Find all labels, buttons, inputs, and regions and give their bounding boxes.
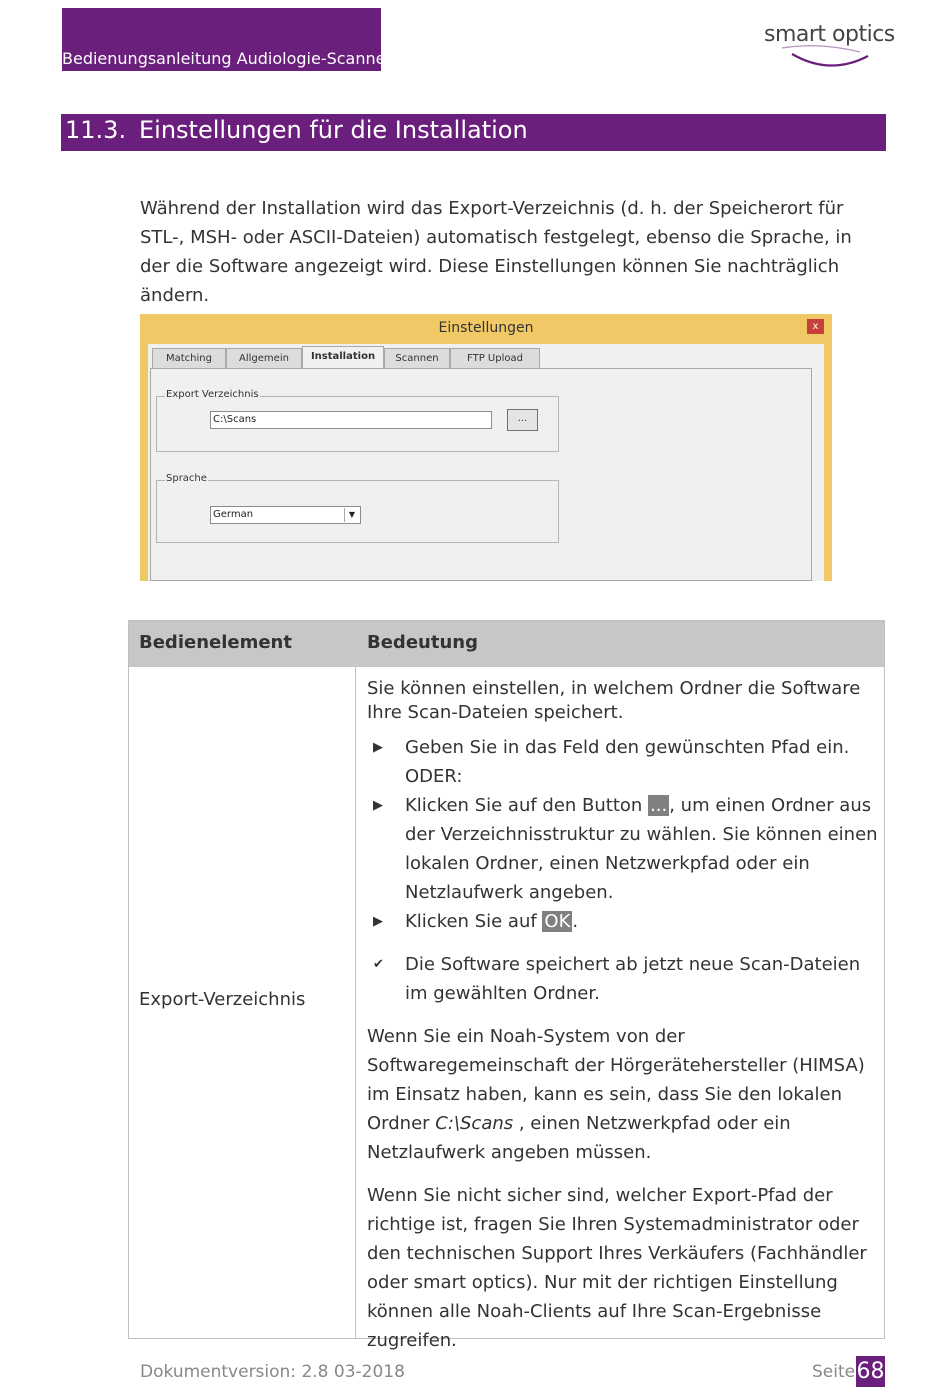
document-title: Bedienungsanleitung Audiologie-Scanner xyxy=(62,49,393,68)
tab-installation[interactable]: Installation xyxy=(302,346,384,369)
header-bedienelement: Bedienelement xyxy=(139,632,292,653)
controls-table xyxy=(128,620,885,1351)
step-3-text-a: Klicken Sie auf xyxy=(405,911,543,932)
step-1-text: Geben Sie in das Feld den gewünschten Pfad ein. xyxy=(405,737,850,758)
arrow-bullet-icon: ▶ xyxy=(373,914,383,929)
column-divider xyxy=(355,667,356,1339)
tab-ftp-upload[interactable]: FTP Upload xyxy=(450,348,540,368)
table-header xyxy=(129,621,884,667)
logo-swoosh-icon xyxy=(760,18,890,73)
row-label-export-directory: Export-Verzeichnis xyxy=(139,989,306,1010)
tab-scannen[interactable]: Scannen xyxy=(384,348,450,368)
export-directory-input[interactable]: C:\Scans xyxy=(210,411,492,429)
header-bedeutung: Bedeutung xyxy=(367,632,478,653)
result-item xyxy=(367,950,879,1008)
noah-text-a: Wenn Sie ein Noah-System von der Softwaregemeinschaft der Hörgerätehersteller (HIMSA) im Einsatz haben, kann es sein, dass Sie den lokalen Ordner xyxy=(367,1026,865,1134)
step-1-or: ODER: xyxy=(405,766,463,787)
step-2-text-b: , um einen Ordner aus der Verzeichnisstruktur zu wählen. Sie können einen lokalen Ordner, einen Netzwerkpfad oder ein Netzlaufwerk angeben. xyxy=(405,795,878,903)
support-note: Wenn Sie nicht sicher sind, welcher Export-Pfad der richtige ist, fragen Sie Ihren Systemadministrator oder den technischen Support Ihres Verkäufers (Fachhändler oder smart optics). Nur mit der richtigen Einstellung können alle Noah-Clients auf Ihre Scan-Ergebnisse zugreifen. xyxy=(367,1185,867,1351)
language-selected-value: German xyxy=(213,509,254,520)
language-select[interactable] xyxy=(210,506,361,524)
step-2-text-a: Klicken Sie auf den Button xyxy=(405,795,649,816)
section-title: Einstellungen für die Installation xyxy=(139,116,528,144)
logo-text: smart optics xyxy=(764,22,895,47)
chevron-down-icon[interactable]: ▼ xyxy=(344,508,359,522)
export-directory-group xyxy=(156,389,559,452)
tab-allgemein[interactable]: Allgemein xyxy=(226,348,302,368)
meaning-intro: Sie können einstellen, in welchem Ordner die Software Ihre Scan-Dateien speichert. xyxy=(367,678,861,723)
browse-button-ref: ... xyxy=(650,795,668,816)
arrow-bullet-icon: ▶ xyxy=(373,740,383,755)
step-ok xyxy=(367,907,879,936)
dialog-title: Einstellungen xyxy=(438,320,534,336)
page-label: Seite xyxy=(812,1362,856,1382)
language-label: Sprache xyxy=(166,473,207,484)
arrow-bullet-icon: ▶ xyxy=(373,798,383,813)
meaning-cell xyxy=(367,677,879,1363)
step-enter-path xyxy=(367,733,879,791)
ok-button-ref: OK xyxy=(544,911,571,932)
language-group xyxy=(156,473,559,543)
section-heading xyxy=(61,114,886,151)
result-text: Die Software speichert ab jetzt neue Scan-Dateien im gewählten Ordner. xyxy=(405,954,861,1004)
dialog-body xyxy=(148,344,824,581)
noah-path: C:\Scans xyxy=(435,1113,514,1134)
page-number: 68 xyxy=(856,1356,885,1387)
smart-optics-logo xyxy=(760,18,895,73)
export-directory-label: Export Verzeichnis xyxy=(166,389,259,400)
tab-matching[interactable]: Matching xyxy=(152,348,226,368)
step-3-text-b: . xyxy=(572,911,579,932)
close-icon[interactable]: x xyxy=(807,319,824,334)
tab-panel-installation xyxy=(150,368,812,581)
noah-note xyxy=(367,1022,879,1167)
browse-button[interactable]: ... xyxy=(507,409,538,431)
intro-paragraph: Während der Installation wird das Export-Verzeichnis (d. h. der Speicherort für STL-, MSH- oder ASCII-Dateien) automatisch festgelegt, ebenso die Sprache, in der die Software angezeigt wird. Diese Einstellungen können Sie nachträglich ändern. xyxy=(140,198,852,306)
step-browse xyxy=(367,791,879,907)
document-version: Dokumentversion: 2.8 03-2018 xyxy=(140,1362,405,1382)
settings-dialog xyxy=(140,314,832,581)
checkmark-icon: ✔ xyxy=(373,957,384,972)
section-number: 11.3. xyxy=(65,116,127,144)
noah-text-b: , einen Netzwerkpfad oder ein Netzlaufwerk angeben müssen. xyxy=(367,1113,791,1163)
